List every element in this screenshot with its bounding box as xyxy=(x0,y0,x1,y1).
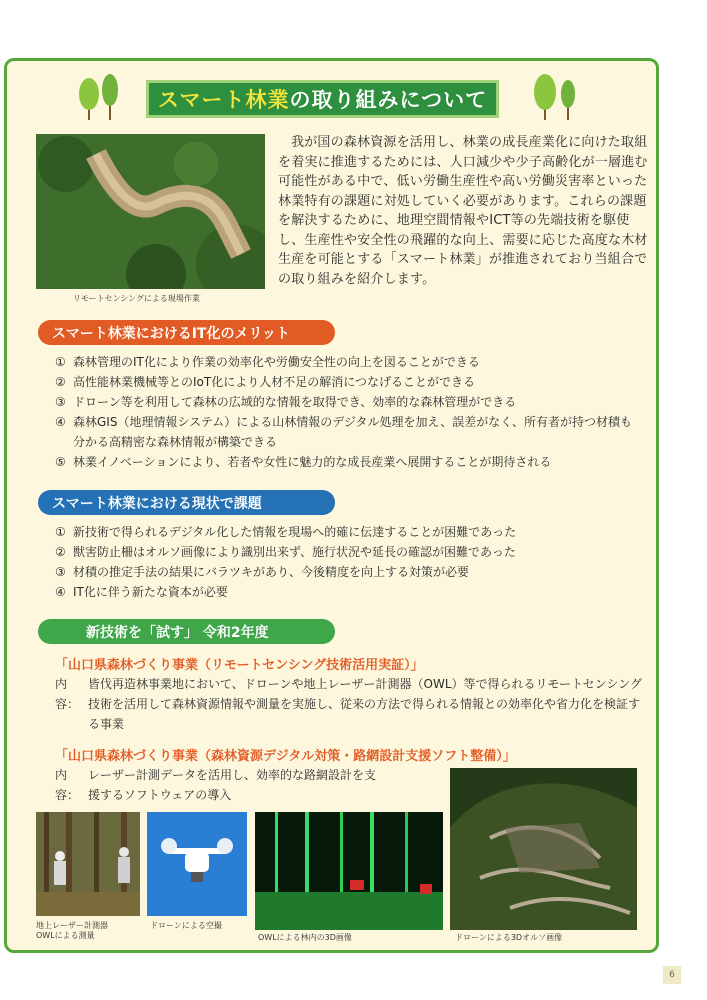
item-text: IT化に伴う新たな資本が必要 xyxy=(73,585,228,599)
owl-survey-caption: 地上レーザー計測器 OWLによる測量 xyxy=(36,921,108,940)
list-item xyxy=(55,392,643,412)
item-number: ② xyxy=(55,545,66,559)
list-item xyxy=(55,452,643,472)
item-number: ① xyxy=(55,525,66,539)
page-title xyxy=(146,80,499,118)
owl-3d-caption: OWLによる林内の3D画像 xyxy=(258,933,352,942)
intro-paragraph: 我が国の森林資源を活用し、林業の成長産業化に向けた取組を着実に推進するためには、人口減少や少子高齢化が一層進む可能性がある中で、低い労働生産性や高い労働災害率といった林業特有の課題に対処していく必要があります。これらの課題を解決するために、地理空間情報やICT等の先端技術を駆使し、生産性や安全性の飛躍的な向上、需要に応じた高度な木材生産を可能とする「スマート林業」が推進されており当組合での取り組みを紹介します。 xyxy=(278,135,648,287)
issues-list xyxy=(55,522,643,602)
item-text: 獣害防止柵はオルソ画像により識別出来ず、施行状況や延長の確認が困難であった xyxy=(73,545,516,559)
owl-survey-photo xyxy=(36,812,140,916)
item-text: 森林GIS（地理情報システム）による山林情報のデジタル処理を加え、誤差がなく、所有者が持つ材積も分かる高精密な森林情報が構築できる xyxy=(73,415,633,449)
list-item xyxy=(55,562,643,582)
item-text: ドローン等を利用して森林の広域的な情報を取得でき、効率的な森林管理ができる xyxy=(73,395,517,409)
content-label: 内容： xyxy=(55,768,80,802)
list-item xyxy=(55,372,643,392)
owl-3d-image xyxy=(255,812,443,930)
item-number: ① xyxy=(55,355,66,369)
merits-list xyxy=(55,352,643,472)
trial-heading: 新技術を「試す」 令和2年度 xyxy=(38,619,335,644)
item-text: 林業イノベーションにより、若者や女性に魅力的な成長産業へ展開することが期待される xyxy=(73,455,552,469)
project2-title: 「山口県森林づくり事業（森林資源デジタル対策・路網設計支援ソフト整備）」 xyxy=(55,749,516,764)
item-number: ④ xyxy=(55,585,66,599)
project1-title: 「山口県森林づくり事業（リモートセンシング技術活用実証）」 xyxy=(55,658,424,673)
drone-photo-caption: ドローンによる空撮 xyxy=(150,921,222,930)
drone-ortho-caption: ドローンによる3Dオルソ画像 xyxy=(455,933,563,942)
item-text: 材積の推定手法の結果にバラツキがあり、今後精度を向上する対策が必要 xyxy=(73,565,470,579)
item-number: ④ xyxy=(55,415,66,429)
list-item xyxy=(55,412,643,452)
item-text: 森林管理のIT化により作業の効率化や労働安全性の向上を図ることができる xyxy=(73,355,480,369)
list-item xyxy=(55,582,643,602)
item-number: ⑤ xyxy=(55,455,66,469)
drone-photo xyxy=(147,812,247,916)
project2-content xyxy=(55,765,425,805)
content-label: 内容： xyxy=(55,677,80,711)
drone-ortho-image xyxy=(450,768,637,930)
page-number: 6 xyxy=(663,966,681,984)
content-text: 皆伐再造林事業地において、ドローンや地上レーザー計測器（OWL）等で得られるリモートセンシング技術を活用して森林資源情報や測量を実施し、従来の方法で得られる情報との効率化や省力化を検証する事業 xyxy=(88,677,642,731)
list-item xyxy=(55,352,643,372)
item-number: ③ xyxy=(55,395,66,409)
list-item xyxy=(55,542,643,562)
aerial-photo xyxy=(36,134,265,289)
list-item xyxy=(55,522,643,542)
content-text: レーザー計測データを活用し、効率的な路網設計を支援するソフトウェアの導入 xyxy=(88,768,377,802)
title-rest: の取り組みについて xyxy=(289,88,488,112)
title-highlight: スマート林業 xyxy=(157,88,290,112)
project1-content xyxy=(55,674,645,734)
issues-heading: スマート林業における現状で課題 xyxy=(38,490,335,515)
item-text: 新技術で得られるデジタル化した情報を現場へ的確に伝達することが困難であった xyxy=(73,525,517,539)
item-number: ③ xyxy=(55,565,66,579)
item-number: ② xyxy=(55,375,66,389)
merits-heading: スマート林業におけるIT化のメリット xyxy=(38,320,335,345)
item-text: 高性能林業機械等とのIoT化により人材不足の解消につなげることができる xyxy=(73,375,475,389)
tree-icon-right xyxy=(528,72,580,122)
tree-icon-left xyxy=(74,72,122,122)
aerial-photo-caption: リモートセンシングによる現場作業 xyxy=(73,294,200,303)
